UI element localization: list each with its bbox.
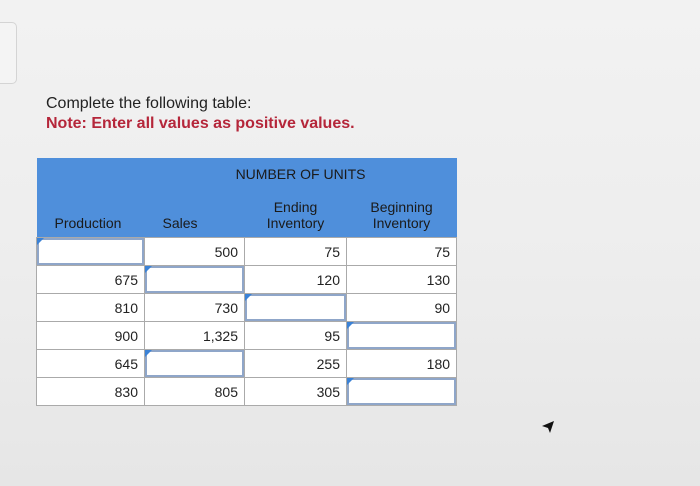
instruction-text: Complete the following table: xyxy=(46,95,252,112)
units-table xyxy=(36,158,457,406)
beginning-inventory-input[interactable] xyxy=(347,378,457,406)
instructions xyxy=(46,94,355,134)
ending-inventory-value: 255 xyxy=(245,350,347,378)
production-value: 830 xyxy=(37,378,145,406)
ending-inventory-value: 95 xyxy=(245,322,347,350)
note-text: Note: Enter all values as positive values. xyxy=(46,115,355,132)
header-spacer xyxy=(37,158,145,189)
sales-value: 1,325 xyxy=(145,322,245,350)
sales-value: 805 xyxy=(145,378,245,406)
beginning-inventory-value: 130 xyxy=(347,266,457,294)
sales-input[interactable] xyxy=(145,266,245,294)
table-row xyxy=(37,266,457,294)
production-value: 810 xyxy=(37,294,145,322)
sales-value: 730 xyxy=(145,294,245,322)
side-panel-tab[interactable] xyxy=(0,22,17,84)
beginning-inventory-input[interactable] xyxy=(347,322,457,350)
table-row xyxy=(37,322,457,350)
group-header: NUMBER OF UNITS xyxy=(145,158,457,189)
col-header-beginning-inventory: Beginning Inventory xyxy=(347,189,457,238)
beginning-inventory-value: 75 xyxy=(347,238,457,266)
table-row xyxy=(37,294,457,322)
units-table-container xyxy=(36,158,456,406)
beginning-inventory-value: 90 xyxy=(347,294,457,322)
production-value: 675 xyxy=(37,266,145,294)
col-header-sales: Sales xyxy=(145,189,245,238)
col-header-production: Production xyxy=(37,189,145,238)
table-row xyxy=(37,350,457,378)
production-value: 900 xyxy=(37,322,145,350)
sales-value: 500 xyxy=(145,238,245,266)
production-input[interactable] xyxy=(37,238,145,266)
table-row xyxy=(37,378,457,406)
ending-inventory-input[interactable] xyxy=(245,294,347,322)
table-row xyxy=(37,238,457,266)
ending-inventory-value: 120 xyxy=(245,266,347,294)
sales-input[interactable] xyxy=(145,350,245,378)
col-header-ending-inventory: Ending Inventory xyxy=(245,189,347,238)
production-value: 645 xyxy=(37,350,145,378)
beginning-inventory-value: 180 xyxy=(347,350,457,378)
pointer-arrow-icon xyxy=(541,420,555,434)
ending-inventory-value: 75 xyxy=(245,238,347,266)
ending-inventory-value: 305 xyxy=(245,378,347,406)
